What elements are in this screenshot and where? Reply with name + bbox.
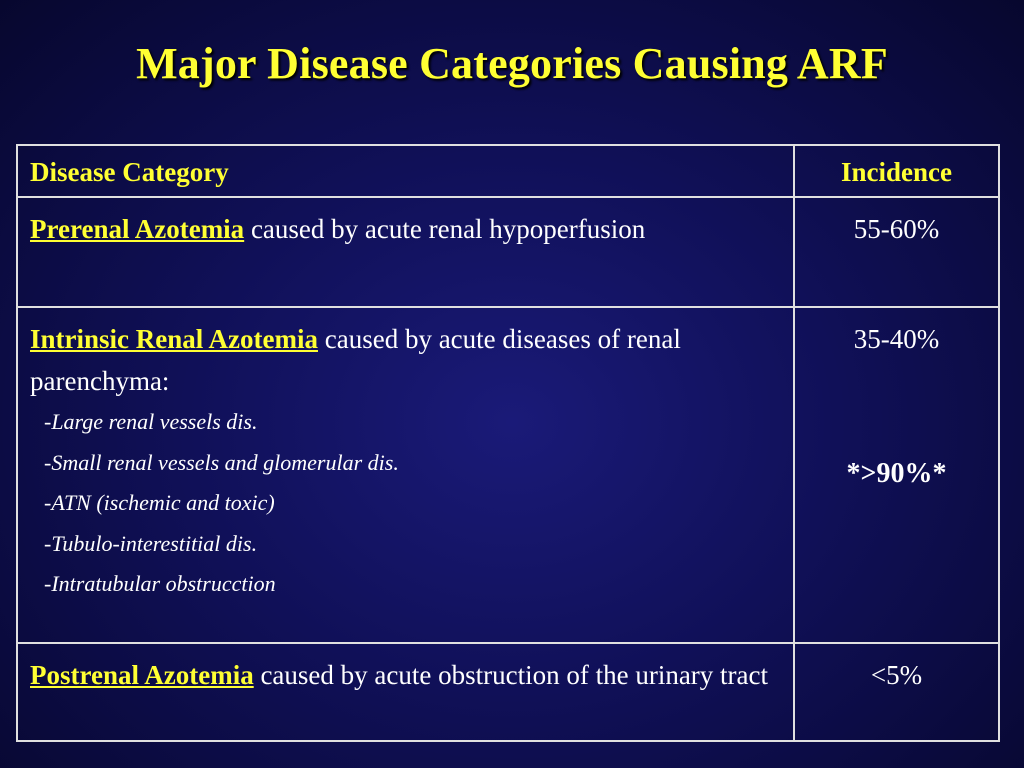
slide-title: Major Disease Categories Causing ARF (136, 39, 888, 88)
disease-term: Postrenal Azotemia (30, 660, 254, 690)
disease-description: caused by acute renal hypoperfusion (244, 214, 646, 244)
table-row (18, 198, 998, 308)
disease-description: caused by acute diseases of renal parenchyma: (30, 324, 681, 396)
subcategory-item: -Small renal vessels and glomerular dis. (44, 449, 399, 475)
incidence-cell (795, 198, 998, 306)
disease-term: Intrinsic Renal Azotemia (30, 324, 318, 354)
header-cell-incidence (795, 146, 998, 196)
header-cell-category (18, 146, 795, 196)
subcategory-item: -ATN (ischemic and toxic) (44, 490, 275, 515)
category-cell (18, 308, 795, 642)
table-row (18, 308, 998, 644)
category-text (30, 318, 781, 402)
subcategory-item: -Tubulo-interestitial dis. (44, 530, 258, 556)
table-row (18, 644, 998, 740)
incidence-value: 35-40% (853, 324, 940, 354)
disease-category-table (16, 144, 1000, 742)
category-cell (18, 644, 795, 740)
header-incidence-label: Incidence (841, 157, 952, 187)
subcategory-list (30, 402, 781, 605)
incidence-value: 55-60% (853, 214, 940, 244)
disease-term: Prerenal Azotemia (30, 214, 245, 244)
category-cell (18, 198, 795, 306)
incidence-value: <5% (870, 660, 923, 690)
incidence-note: *>90%* (846, 458, 947, 489)
header-category-label: Disease Category (30, 157, 229, 187)
category-text (30, 654, 781, 696)
category-text (30, 208, 781, 250)
disease-description: caused by acute obstruction of the urinary tract (253, 660, 769, 690)
subcategory-item: -Intratubular obstrucction (44, 571, 276, 596)
table-header-row (18, 146, 998, 198)
incidence-cell (795, 644, 998, 740)
incidence-cell (795, 308, 998, 642)
subcategory-item: -Large renal vessels dis. (44, 409, 258, 434)
